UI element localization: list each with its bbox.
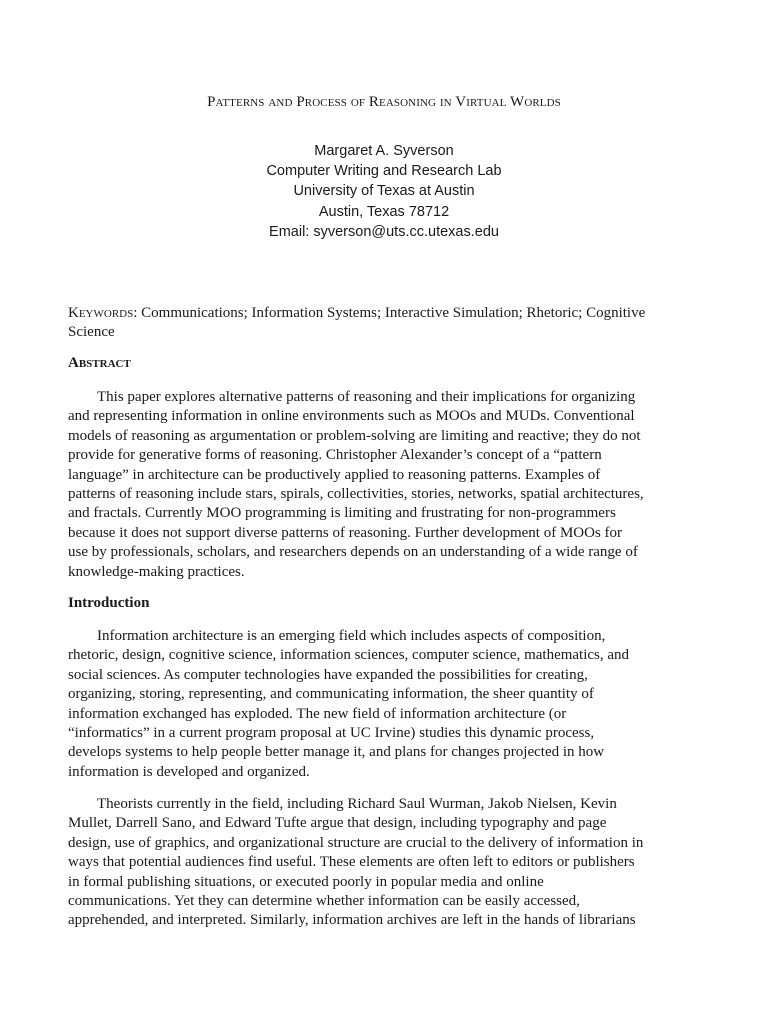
intro-p1-line: organizing, storing, representing, and communicating information, the sheer quantity of — [68, 686, 594, 703]
abstract-line: models of reasoning as argumentation or problem-solving are limiting and reactive; they do not — [68, 427, 641, 444]
abstract-line: because it does not support diverse patterns of reasoning. Further development of MOOs for — [68, 524, 623, 541]
intro-p1-line: Information architecture is an emerging field which includes aspects of composition, — [97, 628, 606, 644]
paper-title: Patterns and Process of Reasoning in Virtual Worlds — [207, 94, 561, 110]
introduction-paragraph-1 — [68, 627, 688, 782]
intro-p2-line: design, use of graphics, and organizational structure are crucial to the delivery of information in — [68, 834, 644, 851]
abstract-line: language” in architecture can be productively applied to reasoning patterns. Examples of — [68, 466, 601, 483]
abstract-line: and fractals. Currently MOO programming is limiting and frustrating for non-programmers — [68, 505, 616, 522]
intro-p2-line: ways that potential audiences find useful. These elements are often left to editors or publishers — [68, 854, 635, 871]
abstract-line: patterns of reasoning include stars, spirals, collectivities, stories, networks, spatial architectures, — [68, 486, 644, 503]
introduction-paragraph-2 — [68, 795, 688, 931]
intro-p1-line: information is developed and organized. — [68, 763, 310, 780]
intro-p1-line: “informatics” in a current program proposal at UC Irvine) studies this dynamic process, — [68, 725, 595, 742]
abstract-line: provide for generative forms of reasoning. Christopher Alexander’s concept of a “pattern — [68, 447, 602, 464]
intro-p2-line: apprehended, and interpreted. Similarly, information archives are left in the hands of librarians — [68, 912, 636, 929]
abstract-line: knowledge-making practices. — [68, 563, 245, 580]
intro-p1-line: develops systems to help people better manage it, and plans for changes projected in how — [68, 744, 605, 761]
author-email: Email: syverson@uts.cc.utexas.edu — [269, 223, 499, 240]
intro-p1-line: information exchanged has exploded. The new field of information architecture (or — [68, 705, 567, 722]
keywords-label: Keywords: — [68, 305, 138, 321]
abstract-line: and representing information in online environments such as MOOs and MUDs. Conventional — [68, 408, 635, 425]
abstract-paragraph — [68, 388, 688, 582]
intro-p2-line: communications. Yet they can determine whether information can be easily accessed, — [68, 893, 580, 910]
intro-p2-line: Mullet, Darrell Sano, and Edward Tufte argue that design, including typography and page — [68, 815, 607, 832]
abstract-line: use by professionals, scholars, and researchers depends on an understanding of a wide range of — [68, 544, 638, 561]
intro-p2-line: Theorists currently in the field, including Richard Saul Wurman, Jakob Nielsen, Kevin — [97, 796, 617, 812]
keywords-section — [68, 304, 708, 343]
keywords-line-1: Communications; Information Systems; Interactive Simulation; Rhetoric; Cognitive — [137, 305, 646, 321]
author-city: Austin, Texas 78712 — [318, 203, 450, 220]
keywords-line-2: Science — [68, 324, 115, 341]
author-name: Margaret A. Syverson — [314, 143, 454, 159]
intro-p2-line: in formal publishing situations, or executed poorly in popular media and online — [68, 873, 544, 890]
author-university: University of Texas at Austin — [293, 183, 475, 200]
intro-p1-line: social sciences. As computer technologies have expanded the possibilities for creating, — [68, 666, 588, 683]
abstract-line: This paper explores alternative patterns of reasoning and their implications for organizing — [97, 389, 636, 405]
author-block — [0, 141, 768, 242]
author-lab: Computer Writing and Research Lab — [266, 163, 502, 180]
intro-p1-line: rhetoric, design, cognitive science, information sciences, computer science, mathematics, and — [68, 647, 630, 664]
abstract-heading: Abstract — [68, 355, 131, 371]
introduction-heading: Introduction — [68, 595, 150, 611]
